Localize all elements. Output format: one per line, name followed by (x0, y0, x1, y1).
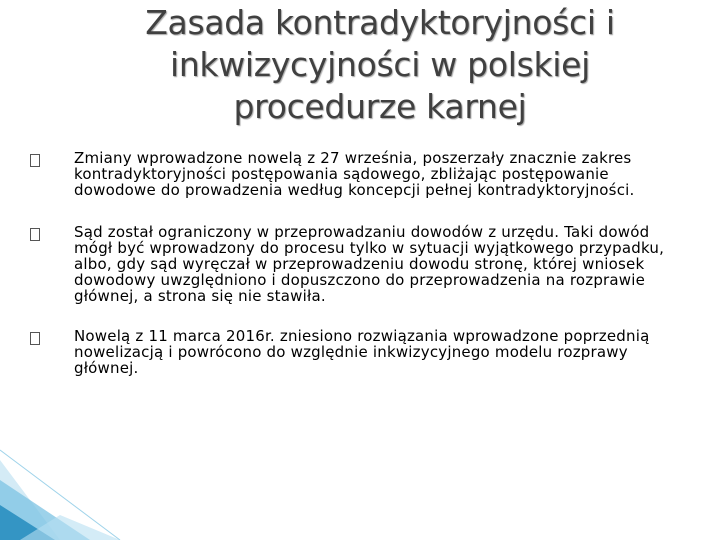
bullet-item (30, 150, 690, 198)
bullet-item (30, 224, 690, 304)
title-line-2: inkwizycyjności w polskiej (169, 45, 591, 84)
decorative-corner-shapes (0, 420, 140, 540)
bullet-item (30, 328, 690, 376)
square-bullet-icon (30, 228, 40, 241)
slide-title (80, 2, 680, 128)
square-bullet-icon (30, 154, 40, 167)
bullet-text: Zmiany wprowadzone nowelą z 27 września, poszerzały znacznie zakres kontradyktoryjności postępowania sądowego, zbliżając postępowanie dowodowe do prowadzenia według koncepcji pełnej kontradyktoryjności. (74, 149, 635, 199)
bullet-text: Nowelą z 11 marca 2016r. zniesiono rozwiązania wprowadzone poprzednią nowelizacją i powrócono do względnie inkwizycyjnego modelu rozprawy głównej. (74, 327, 650, 377)
title-line-1: Zasada kontradyktoryjności i (145, 3, 615, 42)
bullet-list (30, 150, 690, 402)
title-line-3: procedurze karnej (233, 87, 527, 126)
square-bullet-icon (30, 332, 40, 345)
bullet-text: Sąd został ograniczony w przeprowadzaniu dowodów z urzędu. Taki dowód mógł być wprowadzony do procesu tylko w sytuacji wyjątkowego przypadku, albo, gdy sąd wyręczał w przeprowadzeniu dowodu stronę, której wniosek dowodowy uwzględniono i dopuszczono do przeprowadzenia na rozprawie głównej, a strona się nie stawiła. (74, 223, 665, 305)
